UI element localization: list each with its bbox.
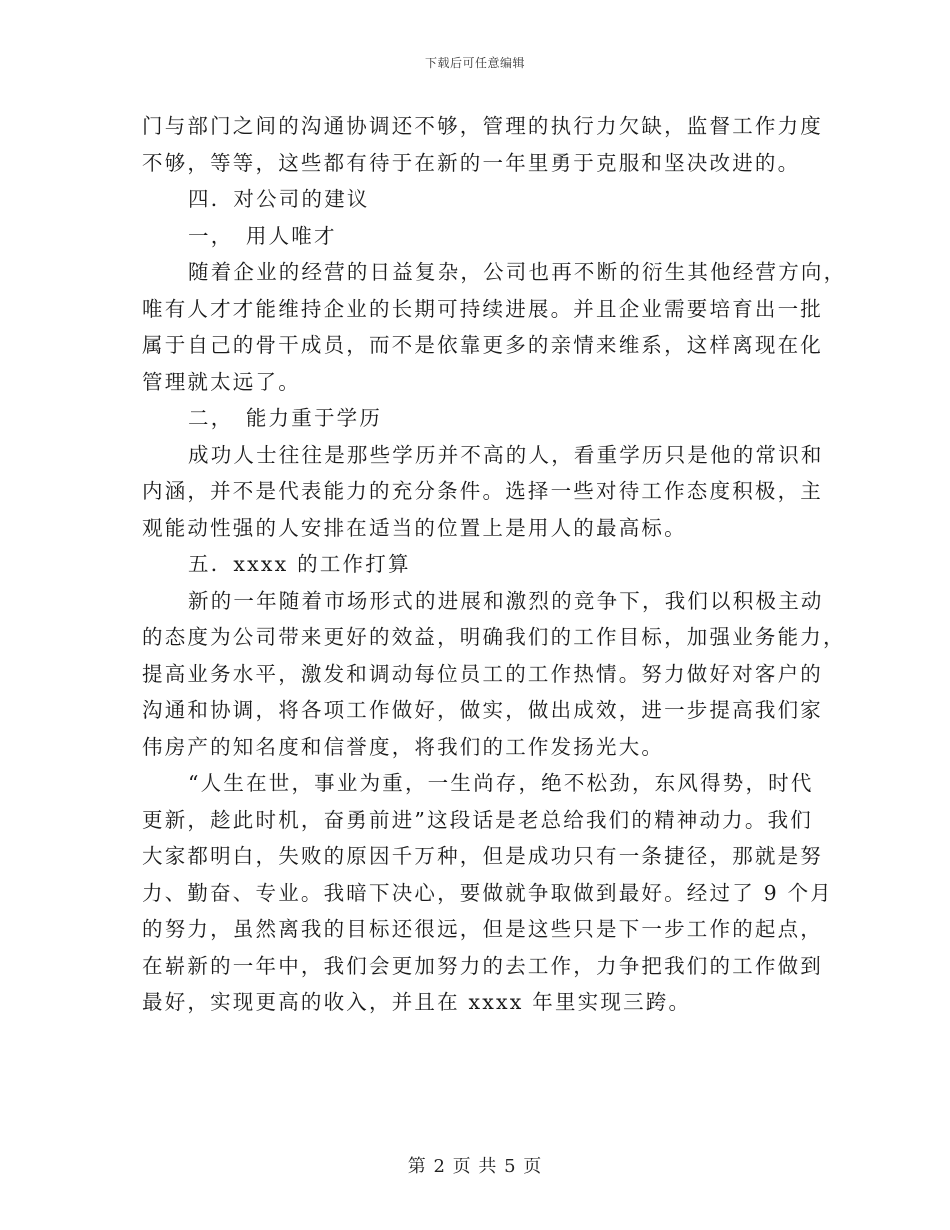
text-line: 随着企业的经营的日益复杂，公司也再不断的衍生其他经营方向，: [188, 260, 847, 284]
text-line: 伟房产的知名度和信誉度，将我们的工作发扬光大。: [142, 734, 665, 759]
text-line: “人生在世，事业为重，一生尚存，绝不松劲，东风得势，时代: [188, 771, 814, 795]
text-line: 在崭新的一年中，我们会更加努力的去工作，力争把我们的工作做到: [142, 953, 823, 978]
text-line: 沟通和协调，将各项工作做好，做实，做出成效，进一步提高我们家: [142, 698, 823, 722]
text-line: 唯有人才才能维持企业的长期可持续进展。并且企业需要培育出一批: [142, 296, 823, 321]
text-line: 四．对公司的建议: [188, 187, 370, 211]
text-line: 一， 用人唯才: [188, 223, 337, 248]
text-line: 门与部门之间的沟通协调还不够，管理的执行力欠缺，监督工作力度: [142, 114, 823, 138]
text-line: 提高业务水平，激发和调动每位员工的工作热情。努力做好对客户的: [142, 661, 823, 686]
document-body: [142, 108, 847, 1021]
text-line: 的努力，虽然离我的目标还很远，但是这些只是下一步工作的起点，: [142, 917, 823, 941]
text-line: 二， 能力重于学历: [188, 406, 383, 430]
text-line: 最好，实现更高的收入，并且在 xxxx 年里实现三跨。: [142, 990, 692, 1014]
text-line: 大家都明白，失败的原因千万种，但是成功只有一条捷径，那就是努: [142, 844, 823, 868]
text-line: 观能动性强的人安排在适当的位置上是用人的最高标。: [142, 515, 687, 540]
text-line: 力、勤奋、专业。我暗下决心，要做就争取做到最好。经过了 9 个月: [142, 880, 833, 905]
text-line: 更新，趁此时机，奋勇前进”这段话是老总给我们的精神动力。我们: [142, 807, 813, 832]
text-line: 不够，等等，这些都有待于在新的一年里勇于克服和坚决改进的。: [142, 150, 801, 175]
text-line: 管理就太远了。: [142, 369, 301, 394]
text-line: 新的一年随着市场形式的进展和激烈的竞争下，我们以积极主动: [188, 588, 824, 613]
page-footer: 第 2 页 共 5 页: [407, 1156, 543, 1177]
text-line: 成功人士往往是那些学历并不高的人，看重学历只是他的常识和: [188, 442, 824, 467]
text-line: 内涵，并不是代表能力的充分条件。选择一些对待工作态度积极，主: [142, 479, 823, 503]
text-line: 五．xxxx 的工作打算: [188, 552, 411, 576]
page-header: 下载后可任意编辑: [424, 56, 525, 70]
text-line: 属于自己的骨干成员，而不是依靠更多的亲情来维系，这样离现在化: [142, 333, 823, 357]
text-line: 的态度为公司带来更好的效益，明确我们的工作目标，加强业务能力，: [142, 625, 846, 649]
